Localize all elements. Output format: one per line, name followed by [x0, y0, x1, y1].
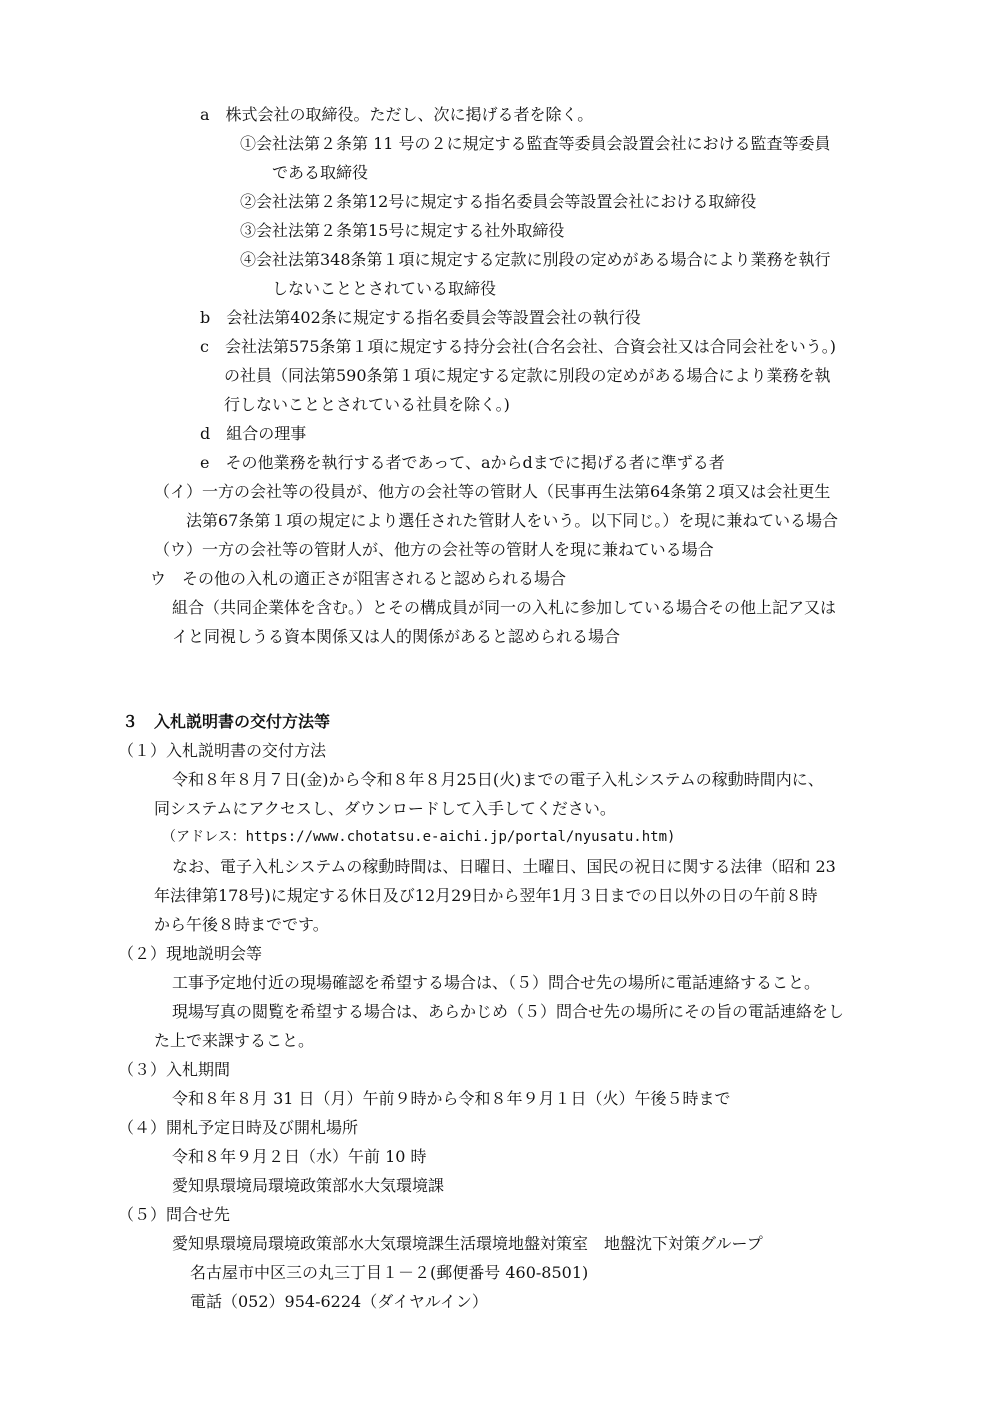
item-a: a 株式会社の取締役。ただし、次に掲げる者を除く。	[200, 105, 594, 124]
sub-2-text-3: た上で来課すること。	[154, 1031, 315, 1050]
sub-1-text-4: 年法律第178号)に規定する休日及び12月29日から翌年1月３日までの日以外の日の午前８時	[154, 886, 818, 905]
sub-1-text-2: 同システムにアクセスし、ダウンロードして入手してください。	[154, 799, 616, 818]
item-c-cont-2: 行しないこととされている社員を除く。)	[224, 395, 510, 414]
sub-1-text-1: 令和８年８月７日(金)から令和８年８月25日(火)までの電子入札システムの稼動時間内に、	[172, 770, 824, 789]
item-i: （イ）一方の会社等の役員が、他方の会社等の管財人（民事再生法第64条第２項又は会社更生	[154, 482, 831, 501]
sub-1-heading: （１）入札説明書の交付方法	[118, 741, 327, 760]
sub-2-heading: （２）現地説明会等	[118, 944, 263, 963]
sub-3-text: 令和８年８月 31 日（月）午前９時から令和８年９月１日（火）午後５時まで	[172, 1089, 731, 1108]
item-a-2: ②会社法第２条第12号に規定する指名委員会等設置会社における取締役	[240, 192, 757, 211]
item-u: ウ その他の入札の適正さが阻害されると認められる場合	[150, 569, 567, 588]
item-u-paren: （ウ）一方の会社等の管財人が、他方の会社等の管財人を現に兼ねている場合	[154, 540, 714, 559]
item-c: c 会社法第575条第１項に規定する持分会社(合名会社、合資会社又は合同会社をいう。)	[200, 337, 836, 356]
sub-2-text-2: 現場写真の閲覧を希望する場合は、あらかじめ（５）問合せ先の場所にその旨の電話連絡をし	[172, 1002, 845, 1021]
sub-1-text-5: から午後８時までです。	[154, 915, 329, 934]
sub-4-text-2: 愛知県環境局環境政策部水大気環境課	[172, 1176, 445, 1195]
item-a-1: ①会社法第２条第 11 号の２に規定する監査等委員会設置会社における監査等委員	[240, 134, 831, 153]
sub-5-address: 名古屋市中区三の丸三丁目１－２(郵便番号 460-8501)	[190, 1263, 589, 1282]
item-a-4-cont: しないこととされている取締役	[272, 279, 497, 298]
item-u-body: 組合（共同企業体を含む。）とその構成員が同一の入札に参加している場合その他上記ア又は	[172, 598, 837, 617]
sub-5-heading: （５）問合せ先	[118, 1205, 231, 1224]
item-i-cont: 法第67条第１項の規定により選任された管財人をいう。以下同じ。）を現に兼ねている場合	[186, 511, 838, 530]
item-a-3: ③会社法第２条第15号に規定する社外取締役	[240, 221, 565, 240]
sub-4-text-1: 令和８年９月２日（水）午前 10 時	[172, 1147, 427, 1166]
item-u-body-cont: イと同視しうる資本関係又は人的関係があると認められる場合	[172, 627, 621, 646]
sub-2-text-1: 工事予定地付近の現場確認を希望する場合は、（５）問合せ先の場所に電話連絡すること。	[172, 973, 821, 992]
sub-1-text-3: なお、電子入札システムの稼動時間は、日曜日、土曜日、国民の祝日に関する法律（昭和 23	[172, 857, 836, 876]
item-a-4: ④会社法第348条第１項に規定する定款に別段の定めがある場合により業務を執行	[240, 250, 831, 269]
sub-5-phone: 電話（052）954-6224（ダイヤルイン）	[190, 1292, 488, 1311]
sub-5-text-1: 愛知県環境局環境政策部水大気環境課生活環境地盤対策室 地盤沈下対策グループ	[172, 1234, 763, 1253]
item-a-1-cont: である取締役	[272, 163, 369, 182]
portal-url: （アドレス：https://www.chotatsu.e-aichi.jp/portal/nyusatu.htm)	[162, 829, 676, 845]
sub-4-heading: （４）開札予定日時及び開札場所	[118, 1118, 359, 1137]
sub-3-heading: （３）入札期間	[118, 1060, 231, 1079]
item-b: b 会社法第402条に規定する指名委員会等設置会社の執行役	[200, 308, 641, 327]
section-3-heading: ３ 入札説明書の交付方法等	[122, 712, 331, 731]
item-d: d 組合の理事	[200, 424, 307, 443]
item-c-cont-1: の社員（同法第590条第１項に規定する定款に別段の定めがある場合により業務を執	[224, 366, 831, 385]
item-e: e その他業務を執行する者であって、aからdまでに掲げる者に準ずる者	[200, 453, 725, 472]
